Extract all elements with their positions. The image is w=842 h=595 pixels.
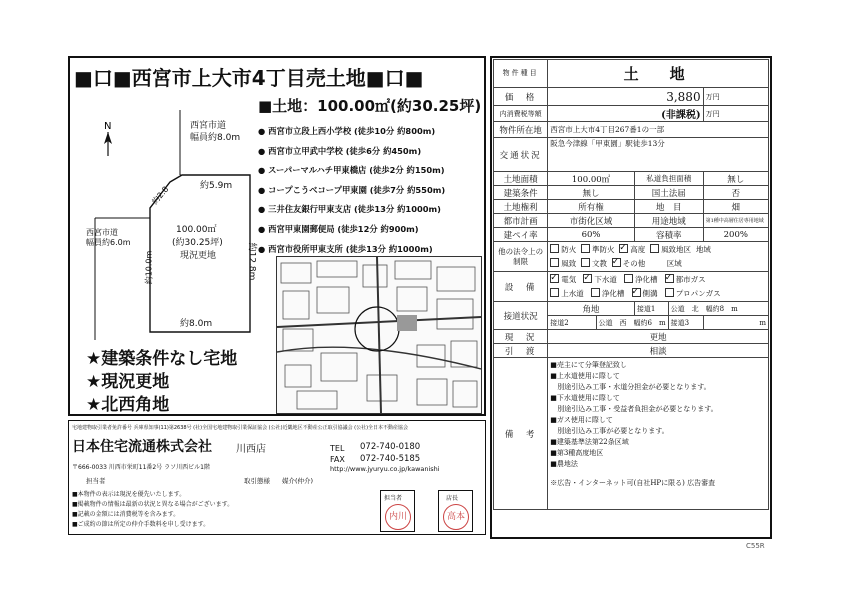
footer-code: C55R [746,542,765,550]
checkbox-icon [665,288,674,297]
area-map [276,256,482,414]
parcel-tsubo: (約30.25坪) [172,238,223,248]
bcr-label: 建ペイ率 [494,228,548,242]
equip-gutter[interactable]: ✓ 側溝 [632,289,658,298]
equip-label: 設 備 [494,272,548,302]
handler-label: 担当者 [86,477,106,485]
seal-stamp-manager: 高本 [443,504,469,530]
traffic-value: 阪急今津線「甲東園」駅徒歩13分 [548,138,769,172]
facility-item: ● 西宮甲東園郵便局 (徒歩12分 約900m) [258,223,419,234]
tax-value: (非課税) [548,106,703,122]
legal-other[interactable]: ✓ その他 [612,259,646,268]
type-value: 土 地 [548,60,769,88]
facility-item: ● 西宮市立甲武中学校 (徒歩6分 約450m) [258,145,422,156]
facility-item: ● スーパーマルハチ甲東橋店 (徒歩2分 約150m) [258,165,445,176]
legal-semifire[interactable]: 準防火 [581,245,615,254]
price-value: 3,880 [548,88,703,106]
road-r2-label: 接道2 [548,316,596,330]
city-plan-value: 市街化区域 [548,214,635,228]
deal-type-label: 取引態様 [244,477,270,485]
stamp-label-handler: 担当者 [384,495,403,502]
status-label: 現 況 [494,330,548,344]
facility-item: ● 三井住友銀行甲東支店 (徒歩13分 約1000m) [258,204,441,215]
checkbox-icon [581,244,590,253]
deal-type-value: 媒介(仲介) [282,477,314,485]
checkbox-icon [650,244,659,253]
equip-sewer[interactable]: ✓ 下水道 [583,275,617,284]
checkbox-checked-icon [583,274,592,283]
build-cond-label: 建築条件 [494,186,548,200]
checkbox-icon [550,258,559,267]
equip-electric[interactable]: ✓電気 [550,275,576,284]
type-label: 物件種目 [494,60,548,88]
parcel-area: 100.00㎡ [176,225,217,235]
road-r2-value: 公道 西 幅約6 m [596,316,668,330]
checkbox-icon [591,288,600,297]
equip-water[interactable]: 上水道 [550,289,584,298]
road-r3-label: 接道3 [668,316,703,330]
feature-no-build-condition: ★建築条件なし宅地 [86,349,238,369]
facility-list [258,122,484,259]
road-label: 接道状況 [494,302,548,330]
fax-number: 072-740-5185 [360,454,421,464]
checkbox-checked-icon [632,288,641,297]
north-label: N [104,121,112,132]
city-plan-label: 都市計画 [494,214,548,228]
facility-item: ● コープこうべコープ甲東園 (徒歩7分 約550m) [258,184,446,195]
road-r1-label: 接道1 [634,302,668,316]
chimoku-value: 畑 [703,200,768,214]
facility-item: ● 西宮市立段上西小学校 (徒歩10分 約800m) [258,126,436,136]
checkbox-icon [550,244,559,253]
land-area-value: 100.00㎡ [548,172,635,186]
handover-label: 引 渡 [494,344,548,358]
legal-height[interactable]: ✓ 高度 [619,245,645,254]
equip-checkboxes [548,272,769,302]
zoning-value: 第1種中高層住居専用地域 [703,214,768,228]
legal-scenic[interactable]: 風致地区 [650,245,691,254]
feature-corner-lot: ★北西角地 [86,395,170,415]
land-act-value: 否 [703,186,768,200]
checkbox-icon [624,274,633,283]
checkbox-checked-icon [619,244,628,253]
stamp-label-manager: 店長 [446,495,459,502]
equip-septic[interactable]: 浄化槽 [624,275,658,284]
legal-bunkyo[interactable]: 文教 [581,259,607,268]
company-branch: 川西店 [236,444,266,455]
dim-top: 約5.9m [200,181,233,191]
checkbox-icon [581,258,590,267]
equip-septic2[interactable]: 浄化槽 [591,289,625,298]
tel-label: TEL [330,444,345,453]
chimoku-label: 地 目 [634,200,703,214]
build-cond-value: 無し [548,186,635,200]
equip-propane[interactable]: プロパンガス [665,289,721,298]
land-act-label: 国土法届 [634,186,703,200]
page-title: ■口■西宮市上大市4丁目売土地■口■ [74,66,424,90]
price-label: 価 格 [494,88,548,106]
dim-right: 約12.8m [246,242,257,281]
dim-bottom: 約8.0m [180,319,213,329]
dim-corner: 約2.8 [150,184,171,207]
company-name: 日本住宅流通株式会社 [72,439,212,455]
legal-fuchi[interactable]: 風致 [550,259,576,268]
far-value: 200% [703,228,768,242]
road-north-label: 西宮市道 幅員約8.0m [190,121,241,143]
road-r1-value: 公道 北 幅約8 m [668,302,768,316]
private-road-label: 私道負担面積 [634,172,703,186]
area-headline: ■土地：100.00㎡(約30.25坪) [258,97,482,115]
bcr-value: 60% [548,228,635,242]
license-line: 宅地建物取引業者免許番号 兵庫県知事(11)第2638号 (社)全国宅地建物取引業保証協会 (公社)近畿地区不動産公正取引協議会 (公社)全日本不動産協会 [72,425,409,431]
legal-district: 地域 [695,244,711,254]
company-address: 〒666-0033 川西市栄町11番2号 ラソ川西ビル1階 [72,464,210,471]
traffic-label: 交通状況 [494,138,548,172]
handover-value: 相談 [548,344,769,358]
checkbox-icon [550,288,559,297]
tax-label: 内消費税等額 [494,106,548,122]
private-road-value: 無し [703,172,768,186]
company-notes: ■本物件の表示は現況を優先いたします。 ■掲載物件の情報は最新の状況と異なる場合がございます。 ■記載の金額には消費税等を含みます。 ■ご成約の節は所定の仲介手数料を申し受けます。 [72,491,234,528]
status-value: 更地 [548,330,769,344]
rights-label: 土地権利 [494,200,548,214]
remarks-block: ■売主にて分筆登記致し ■上水道使用に際して 別途引込み工事・水道分担金が必要となります。 ■下水道使用に際して 別途引込み工事・受益者負担金が必要となります。 ■ガス使用に際して 別途引込み工事が必要となります。 ■建築基準法第22条区域 ■第3種高度地区 ■農地法 ※広告・インターネット可(自社HPに限る) 広告審査 [548,358,769,510]
location-value: 西宮市上大市4丁目267番1の一部 [548,122,769,138]
road-west-label: 西宮市道 幅員約6.0m [86,228,131,247]
seal-stamp-handler: 内川 [385,504,411,530]
legal-label: 他の法令上の制限 [494,242,548,272]
tax-unit: 万円 [703,106,768,122]
road-r3-value: m [703,316,768,330]
equip-citygas[interactable]: ✓ 都市ガス [665,275,706,284]
legal-checkboxes [548,242,769,272]
fax-label: FAX [330,455,345,464]
checkbox-checked-icon [665,274,674,283]
location-label: 物件所在地 [494,122,548,138]
road-corner: 角地 [548,302,635,316]
spec-table [493,59,769,510]
dim-left: 約10.0m [144,250,154,285]
legal-fire[interactable]: 防火 [550,245,576,254]
checkbox-checked-icon [550,274,559,283]
remarks-label: 備 考 [494,358,548,510]
legal-area: 区域 [666,258,682,268]
far-label: 容積率 [634,228,703,242]
site-plan [80,110,260,340]
land-area-label: 土地面積 [494,172,548,186]
facility-item: ● 西宮市役所甲東支所 (徒歩13分 約1000m) [258,243,433,254]
zoning-label: 用途地域 [634,214,703,228]
checkbox-checked-icon [612,258,621,267]
company-url: http://www.jyuryu.co.jp/kawanishi [330,465,440,473]
rights-value: 所有権 [548,200,635,214]
parcel-status: 現況更地 [180,251,217,261]
tel-number: 072-740-0180 [360,442,421,452]
feature-vacant-land: ★現況更地 [86,372,170,392]
price-unit: 万円 [703,88,768,106]
